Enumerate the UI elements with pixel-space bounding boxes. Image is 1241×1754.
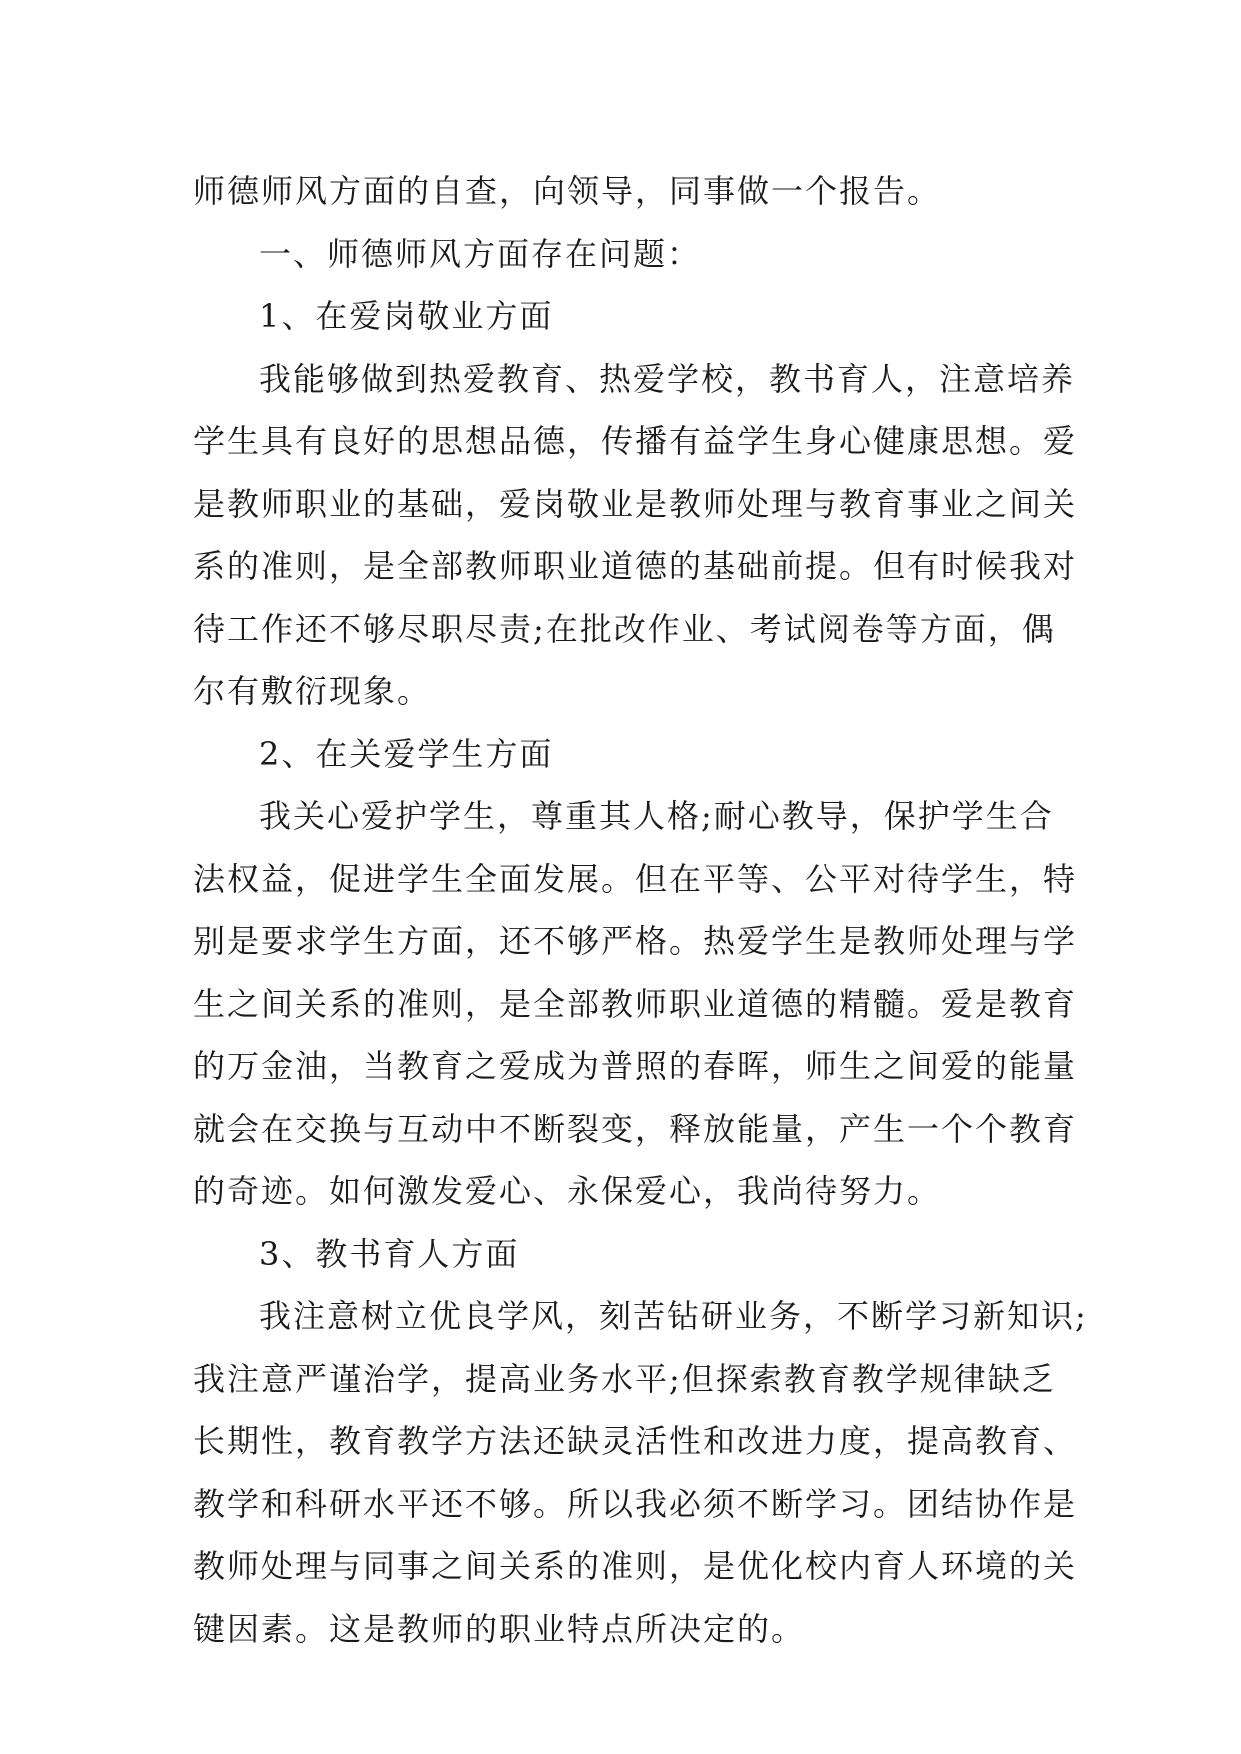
text-line: 键因素。这是教师的职业特点所决定的。 bbox=[193, 1609, 806, 1648]
text-line: 就会在交换与互动中不断裂变，释放能量，产生一个个教育 bbox=[193, 1109, 1078, 1148]
text-line: 法权益，促进学生全面发展。但在平等、公平对待学生，特 bbox=[193, 859, 1078, 898]
subsection-heading: 3、教书育人方面 bbox=[259, 1234, 520, 1273]
text-line: 师德师风方面的自查，向领导，同事做一个报告。 bbox=[193, 172, 942, 210]
text-line: 长期性，教育教学方法还缺灵活性和改进力度，提高教育、 bbox=[193, 1422, 1078, 1460]
text-line: 系的准则，是全部教师职业道德的基础前提。但有时候我对 bbox=[193, 547, 1078, 585]
text-line: 我注意树立优良学风，刻苦钻研业务，不断学习新知识; bbox=[259, 1297, 1088, 1335]
subsection-heading: 1、在爱岗敬业方面 bbox=[259, 297, 554, 335]
text-line: 我能够做到热爱教育、热爱学校，教书育人，注意培养 bbox=[259, 359, 1076, 398]
document-body bbox=[193, 160, 1088, 1660]
text-line: 学生具有良好的思想品德，传播有益学生身心健康思想。爱 bbox=[193, 422, 1078, 460]
text-line: 教学和科研水平还不够。所以我必须不断学习。团结协作是 bbox=[193, 1484, 1078, 1523]
text-line: 我注意严谨治学，提高业务水平;但探索教育教学规律缺乏 bbox=[193, 1359, 1056, 1398]
text-line: 是教师职业的基础，爱岗敬业是教师处理与教育事业之间关 bbox=[193, 484, 1078, 523]
text-line: 尔有敷衍现象。 bbox=[193, 672, 432, 710]
text-line: 的奇迹。如何激发爱心、永保爱心，我尚待努力。 bbox=[193, 1172, 942, 1210]
section-heading: 一、师德师风方面存在问题： bbox=[259, 234, 702, 273]
text-line: 待工作还不够尽职尽责;在批改作业、考试阅卷等方面，偶 bbox=[193, 609, 1056, 648]
text-line: 生之间关系的准则，是全部教师职业道德的精髓。爱是教育 bbox=[193, 984, 1078, 1023]
text-line: 我关心爱护学生，尊重其人格;耐心教导，保护学生合 bbox=[259, 797, 1054, 835]
subsection-heading: 2、在关爱学生方面 bbox=[259, 734, 554, 773]
text-line: 的万金油，当教育之爱成为普照的春晖，师生之间爱的能量 bbox=[193, 1047, 1078, 1085]
text-line: 别是要求学生方面，还不够严格。热爱学生是教师处理与学 bbox=[193, 922, 1078, 960]
text-line: 教师处理与同事之间关系的准则，是优化校内育人环境的关 bbox=[193, 1547, 1078, 1585]
